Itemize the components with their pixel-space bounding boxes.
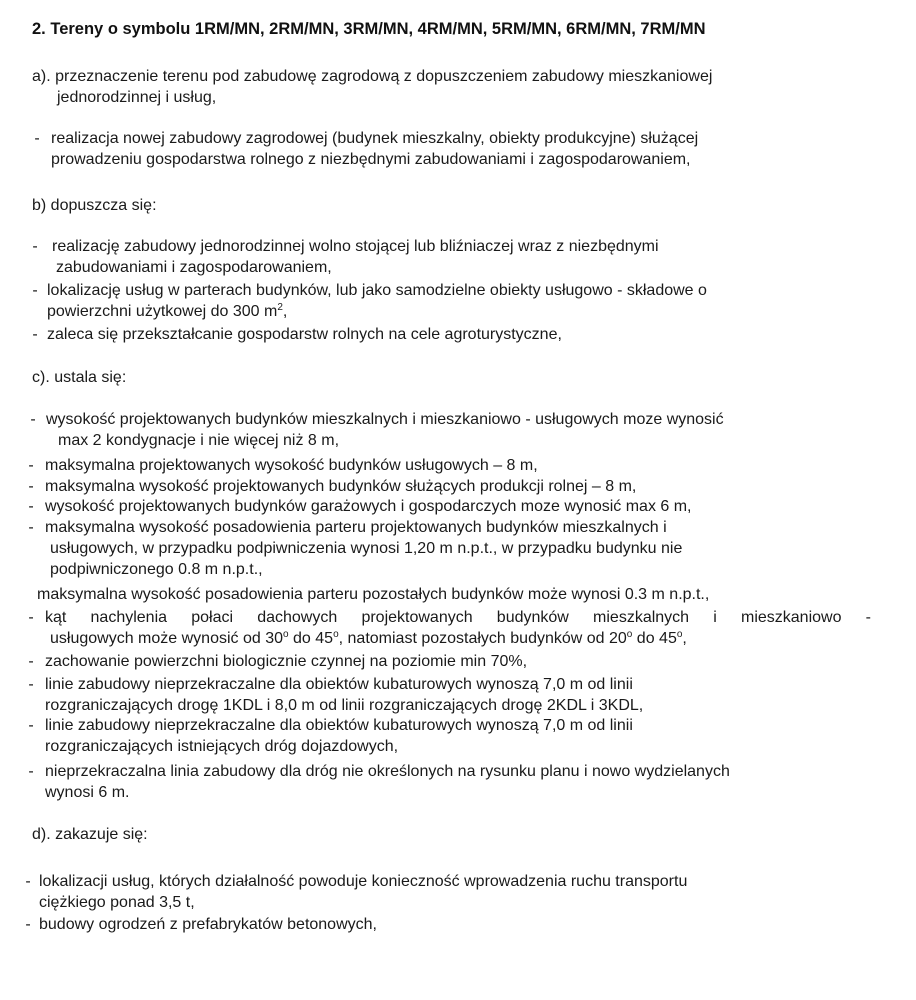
list-item-line: wysokość projektowanych budynków garażowych i gospodarczych moze wynosić max 6 m, — [45, 498, 692, 515]
list-item-line: linie zabudowy nieprzekraczalne dla obiektów kubaturowych wynoszą 7,0 m od linii — [45, 717, 633, 734]
list-item-line: rozgraniczających drogę 1KDL i 8,0 m od linii rozgraniczających drogę 2KDL i 3KDL, — [45, 697, 644, 714]
list-item-line: realizacja nowej zabudowy zagrodowej (budynek mieszkalny, obiekty produkcyjne) służącej — [51, 130, 699, 147]
list-item-line: maksymalna projektowanych wysokość budynków usługowych – 8 m, — [45, 457, 538, 474]
bullet-dash: - — [34, 130, 40, 147]
list-item-line: powierzchni użytkowej do 300 $m^2$, — [47, 302, 288, 320]
list-item-line: prowadzeniu gospodarstwa rolnego z niezbędnymi zabudowaniami i zagospodarowaniem, — [51, 151, 691, 168]
bullet-dash: - — [28, 498, 34, 515]
list-item-line: lokalizacji usług, których działalność powoduje konieczność wprowadzenia ruchu transportu — [39, 873, 688, 890]
list-item-line: linie zabudowy nieprzekraczalne dla obiektów kubaturowych wynoszą 7,0 m od linii — [45, 676, 633, 693]
list-item-line: wysokość projektowanych budynków mieszkalnych i mieszkaniowo - usługowych moze wynosić — [46, 411, 724, 428]
list-item-line: usługowych może wynosić od 30$^o$ do 45$^o$, natomiast pozostałych budynków od 20$^o$ do 45$^o$, — [50, 629, 687, 647]
list-item-line: podpiwniczonego 0.8 m n.p.t., — [50, 561, 263, 578]
list-item-line: maksymalna wysokość posadowienia parteru pozostałych budynków może wynosi 0.3 m n.p.t., — [37, 586, 710, 603]
section-d-label: d). zakazuje się: — [32, 826, 148, 843]
list-item-line: zachowanie powierzchni biologicznie czynnej na poziomie min 70%, — [45, 653, 528, 670]
bullet-dash: - — [28, 609, 34, 626]
list-item-line: budowy ogrodzeń z prefabrykatów betonowych, — [39, 916, 377, 933]
list-item-line: maksymalna wysokość projektowanych budynków służących produkcji rolnej – 8 m, — [45, 478, 637, 495]
section-c-label: c). ustala się: — [32, 369, 127, 386]
bullet-dash: - — [28, 457, 34, 474]
section-b-label: b) dopuszcza się: — [32, 197, 157, 214]
list-item-line: ciężkiego ponad 3,5 t, — [39, 894, 195, 911]
section-a-label: a). przeznaczenie terenu pod zabudowę zagrodową z dopuszczeniem zabudowy mieszkaniowej — [32, 68, 713, 85]
list-item-line: kąt nachylenia połaci dachowych projektowanych budynków mieszkalnych i mieszkaniowo - — [45, 609, 871, 626]
list-item-line: realizację zabudowy jednorodzinnej wolno stojącej lub bliźniaczej wraz z niezbędnymi — [52, 238, 659, 255]
list-item-line: lokalizację usług w parterach budynków, lub jako samodzielne obiekty usługowo - składowe o — [47, 282, 707, 299]
bullet-dash: - — [25, 873, 31, 890]
bullet-dash: - — [25, 916, 31, 933]
bullet-dash: - — [30, 411, 36, 428]
list-item-line: nieprzekraczalna linia zabudowy dla dróg nie określonych na rysunku planu i nowo wydzielanych — [45, 763, 730, 780]
bullet-dash: - — [28, 478, 34, 495]
bullet-dash: - — [28, 717, 34, 734]
bullet-dash: - — [32, 238, 38, 255]
bullet-dash: - — [28, 653, 34, 670]
list-item-line: max 2 kondygnacje i nie więcej niż 8 m, — [58, 432, 340, 449]
bullet-dash: - — [28, 763, 34, 780]
list-item-line: zabudowaniami i zagospodarowaniem, — [56, 259, 332, 276]
bullet-dash: - — [32, 326, 38, 343]
list-item-line: zaleca się przekształcanie gospodarstw rolnych na cele agroturystyczne, — [47, 326, 562, 343]
section-heading: 2. Tereny o symbolu 1RM/MN, 2RM/MN, 3RM/MN, 4RM/MN, 5RM/MN, 6RM/MN, 7RM/MN — [32, 20, 706, 38]
list-item-line: wynosi 6 m. — [45, 784, 130, 801]
list-item-line: usługowych, w przypadku podpiwniczenia wynosi 1,20 m n.p.t., w przypadku budynku nie — [50, 540, 683, 557]
bullet-dash: - — [28, 519, 34, 536]
section-a-label-cont: jednorodzinnej i usług, — [57, 89, 217, 106]
bullet-dash: - — [28, 676, 34, 693]
list-item-line: rozgraniczających istniejących dróg dojazdowych, — [45, 738, 399, 755]
list-item-line: maksymalna wysokość posadowienia parteru projektowanych budynków mieszkalnych i — [45, 519, 667, 536]
bullet-dash: - — [32, 282, 38, 299]
